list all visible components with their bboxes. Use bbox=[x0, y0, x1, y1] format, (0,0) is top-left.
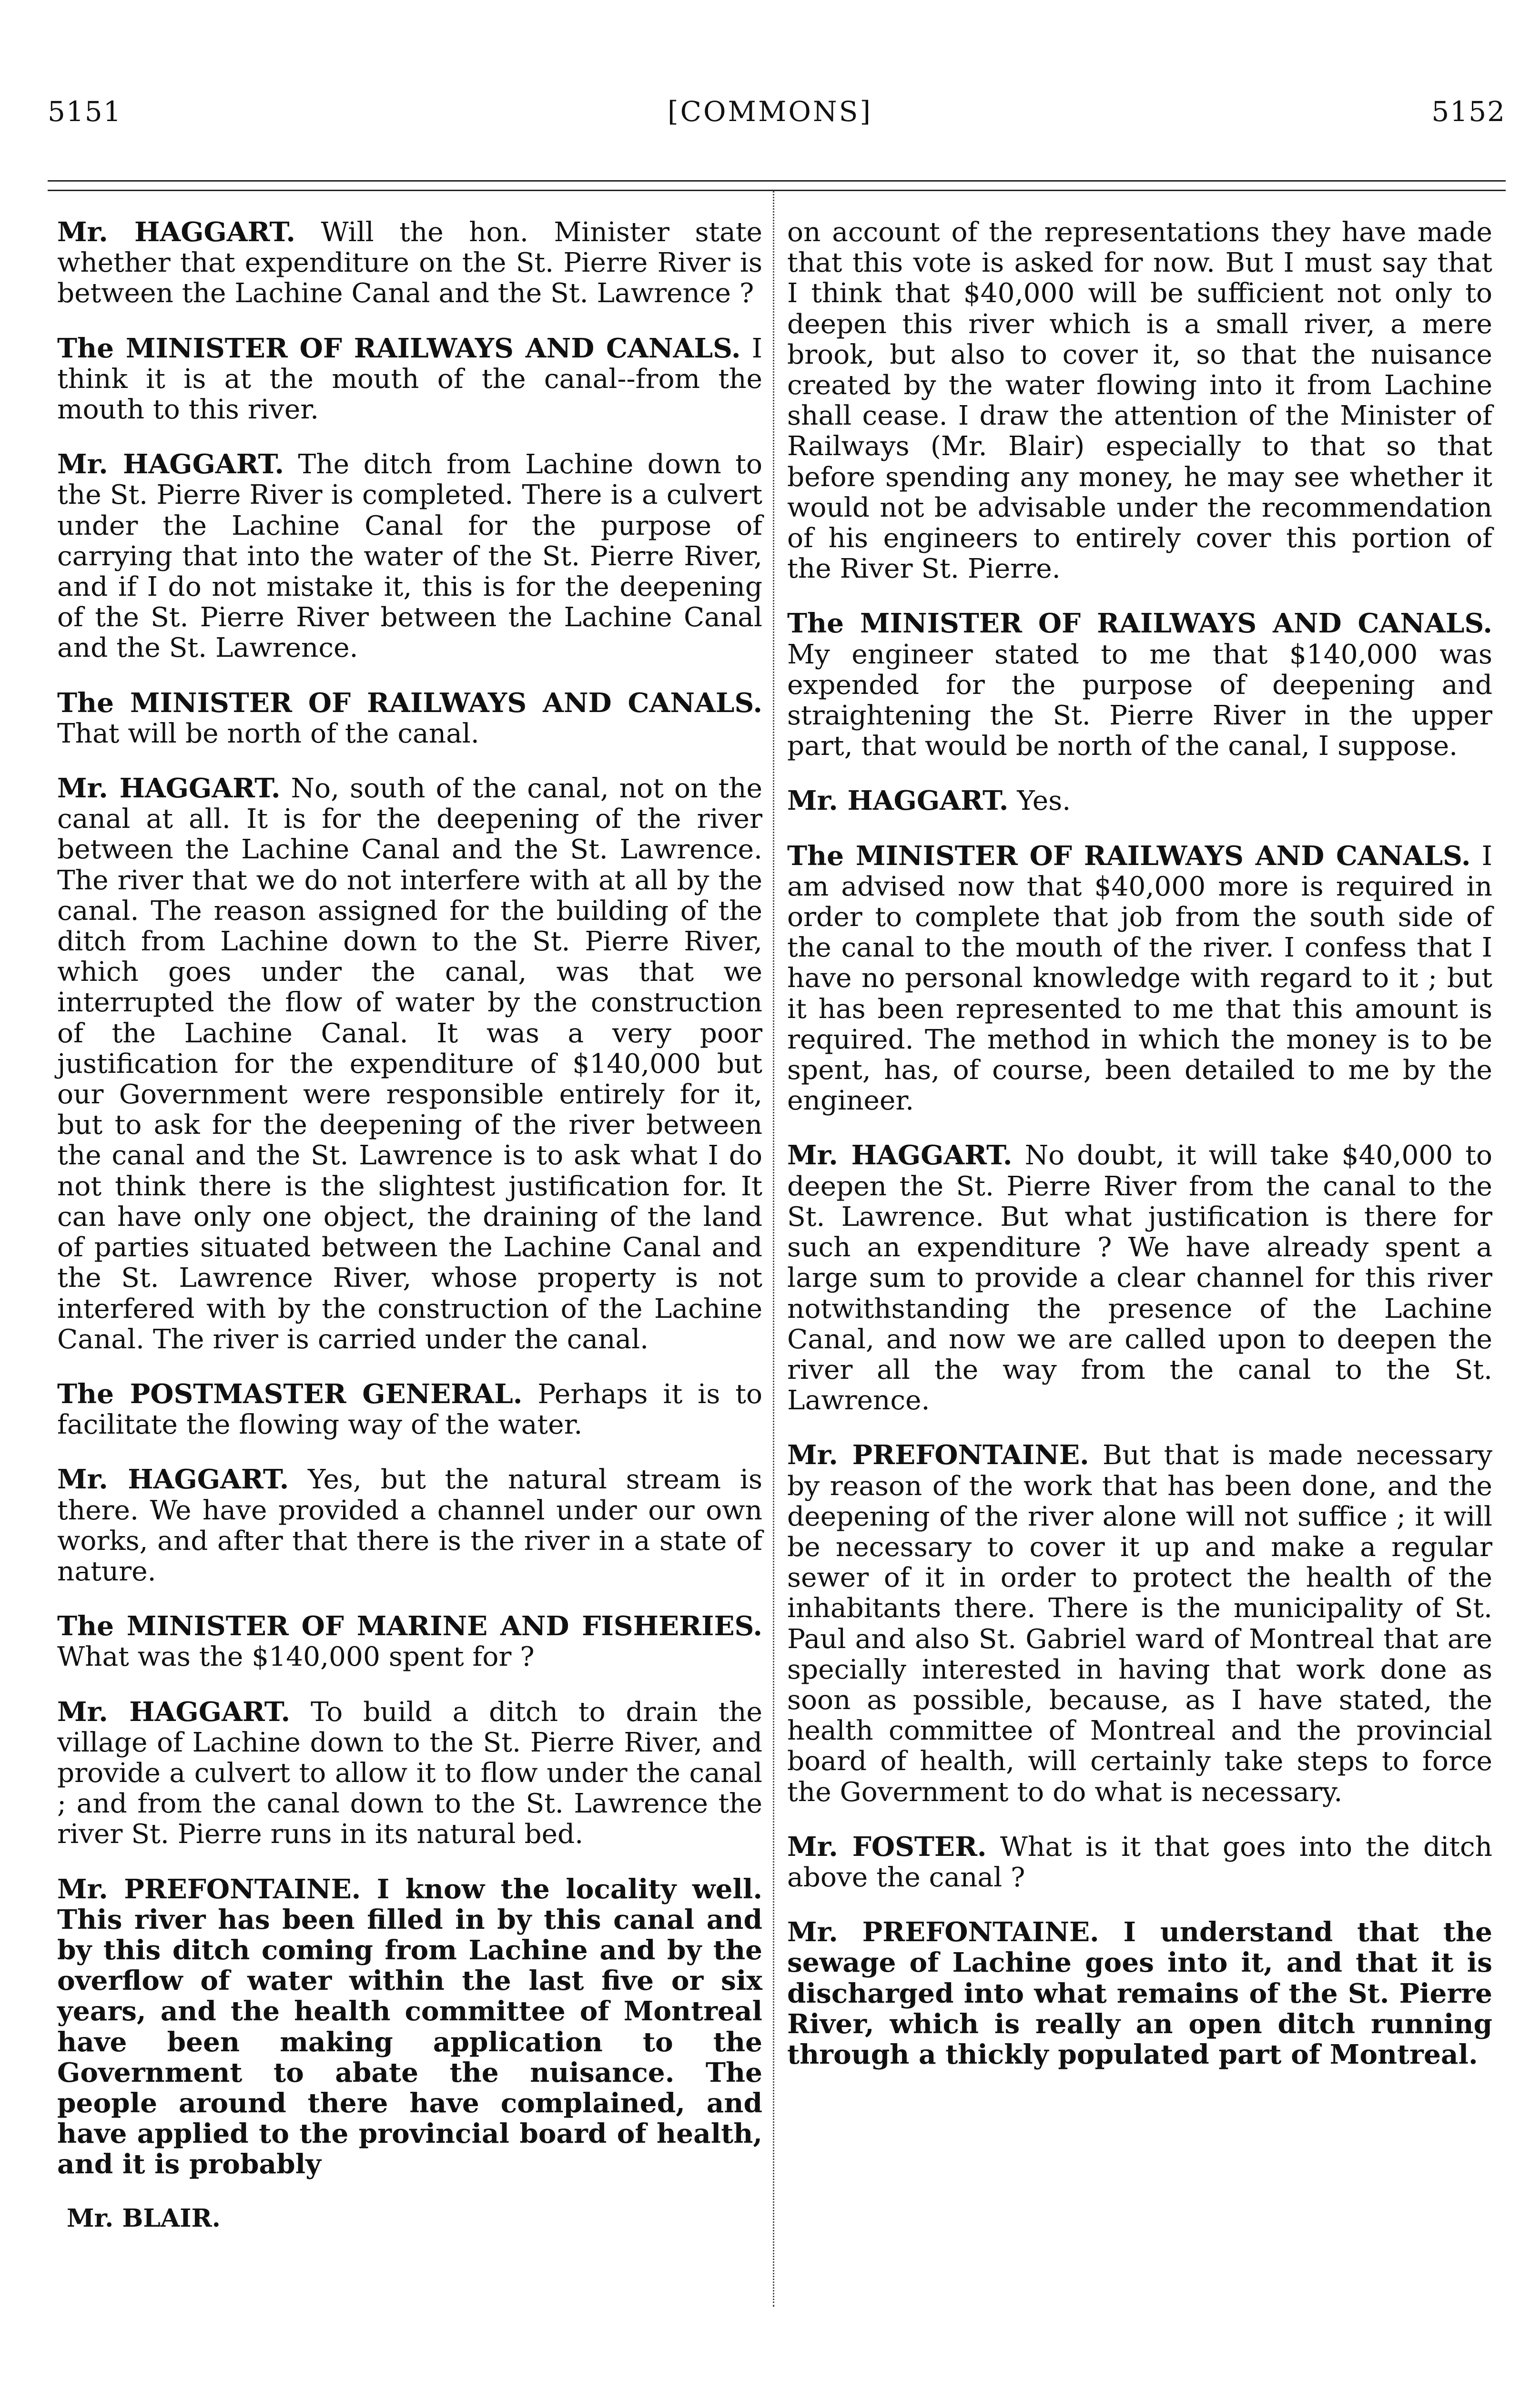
speaker-name: Mr. HAGGART. bbox=[57, 1464, 289, 1496]
speech-paragraph bbox=[787, 841, 1492, 1117]
header-rule bbox=[48, 180, 1506, 182]
speech-text: Yes, but the natural stream is there. We have provided a channel under our own works, and after that there is the river in a state of nature. bbox=[57, 1464, 762, 1587]
speaker-name: Mr. HAGGART. bbox=[57, 448, 284, 480]
speech-text: I am advised now that $40,000 more is required in order to complete that job from the south side of the canal to the mouth of the river. I confess that I have no personal knowledge with regard to it ; but it has been represented to me that this amount is required. The method in which the money is to be spent, has, of course, been detailed to me by the engineer. bbox=[787, 840, 1492, 1117]
speech-text: Yes. bbox=[1017, 785, 1071, 817]
speech-text: My engineer stated to me that $140,000 was expended for the purpose of deepening and straightening the St. Pierre River in the upper part, that would be north of the canal, I suppose. bbox=[787, 639, 1492, 762]
speech-text: That will be north of the canal. bbox=[57, 718, 479, 749]
speech-paragraph bbox=[787, 1917, 1492, 2070]
speaker-name: Mr. HAGGART. bbox=[787, 1140, 1013, 1171]
speech-paragraph bbox=[787, 217, 1492, 584]
speech-text: No doubt, it will take $40,000 to deepen the St. Pierre River from the canal to the St. Lawrence. But what justification is there for such an expenditure ? We have already spent a large sum to provide a clear channel for this river notwithstanding the presence of the Lachine Canal, and now we are called upon to deepen the river all the way from the canal to the St. Lawrence. bbox=[787, 1140, 1493, 1416]
speech-paragraph bbox=[787, 1140, 1492, 1416]
speech-text: Will the hon. Minister state whether that expenditure on the St. Pierre River is between the Lachine Canal and the St. Lawrence ? bbox=[57, 217, 762, 309]
speaker-name: Mr. FOSTER. bbox=[787, 1831, 987, 1863]
speaker-name: Mr. PREFONTAINE. bbox=[787, 1916, 1099, 1948]
speaker-name: Mr. HAGGART. bbox=[57, 773, 281, 805]
speech-paragraph bbox=[57, 773, 762, 1355]
speaker-name: Mr. HAGGART. bbox=[57, 1696, 291, 1728]
speech-paragraph bbox=[57, 1464, 762, 1587]
left-column bbox=[57, 217, 762, 2233]
column-divider bbox=[773, 191, 774, 2307]
speech-paragraph bbox=[57, 688, 762, 749]
speech-paragraph bbox=[57, 1697, 762, 1850]
speech-paragraph bbox=[787, 1832, 1492, 1893]
header-rule bbox=[48, 190, 1506, 191]
running-title: [COMMONS] bbox=[668, 95, 872, 128]
speech-text: But that is made necessary by reason of the work that has been done, and the deepening of the river alone will not suffice ; it will be necessary to cover it up and make a regular sewer of it in order to protect the health of the inhabitants there. There is the municipality of St. Paul and also St. Gabriel ward of Montreal that are specially interested in having that work done as soon as possible, because, as I have stated, the health committee of Montreal and the provincial board of health, will certainly take steps to force the Government to do what is necessary. bbox=[787, 1440, 1493, 1808]
speech-paragraph bbox=[57, 217, 762, 309]
speech-text: Perhaps it is to facilitate the flowing way of the water. bbox=[57, 1378, 762, 1441]
right-column bbox=[787, 217, 1492, 2094]
speech-paragraph bbox=[57, 449, 762, 663]
catchword: Mr. BLAIR. bbox=[67, 2203, 221, 2233]
speaker-name: The MINISTER OF RAILWAYS AND CANALS. bbox=[787, 840, 1471, 872]
page-number-right: 5152 bbox=[1431, 95, 1506, 128]
speech-paragraph bbox=[57, 1379, 762, 1440]
speech-paragraph bbox=[787, 608, 1492, 762]
page-number-left: 5151 bbox=[48, 95, 122, 128]
speech-paragraph bbox=[787, 1440, 1492, 1807]
speech-text: I understand that the sewage of Lachine goes into it, and that it is discharged into what remains of the St. Pierre River, which is really an open ditch running through a thickly populated part of Montreal. bbox=[787, 1916, 1492, 2070]
speaker-name: The MINISTER OF MARINE AND FISHERIES. bbox=[57, 1610, 762, 1642]
speech-text: What was the $140,000 spent for ? bbox=[57, 1641, 535, 1673]
speech-text: The ditch from Lachine down to the St. Pierre River is completed. There is a culvert under the Lachine Canal for the purpose of carrying that into the water of the St. Pierre River, and if I do not mistake it, this is for the deepening of the St. Pierre River between the Lachine Canal and the St. Lawrence. bbox=[57, 449, 762, 664]
speaker-name: Mr. HAGGART. bbox=[57, 216, 295, 248]
speech-paragraph bbox=[787, 785, 1492, 816]
speech-text: I know the locality well. This river has been filled in by this canal and by this ditch coming from Lachine and by the overflow of water within the last five or six years, and the health committee of Montreal have been making application to the Government to abate the nuisance. The people around there have complained, and have applied to the provincial board of health, and it is probably bbox=[57, 1873, 763, 2180]
speech-paragraph bbox=[57, 333, 762, 426]
speaker-name: Mr. PREFONTAINE. bbox=[57, 1873, 361, 1905]
speaker-name: The POSTMASTER GENERAL. bbox=[57, 1378, 523, 1410]
speaker-name: The MINISTER OF RAILWAYS AND CANALS. bbox=[787, 608, 1492, 640]
speaker-name: The MINISTER OF RAILWAYS AND CANALS. bbox=[57, 332, 741, 364]
speech-paragraph bbox=[57, 1874, 762, 2180]
speech-text: No, south of the canal, not on the canal at all. It is for the deepening of the river between the Lachine Canal and the St. Lawrence. The river that we do not interfere with at all by the canal. The reason assigned for the building of the ditch from Lachine down to the St. Pierre River, which goes under the canal, was that we interrupted the flow of water by the construction of the Lachine Canal. It was a very poor justification for the expenditure of $140,000 but our Government were responsible entirely for it, but to ask for the deepening of the river between the canal and the St. Lawrence is to ask what I do not think there is the slightest justification for. It can have only one object, the draining of the land of parties situated between the Lachine Canal and the St. Lawrence River, whose property is not interfered with by the construction of the Lachine Canal. The river is carried under the canal. bbox=[57, 773, 762, 1355]
speech-text: To build a ditch to drain the village of Lachine down to the St. Pierre River, and provide a culvert to allow it to flow under the canal ; and from the canal down to the St. Lawrence the river St. Pierre runs in its natural bed. bbox=[57, 1696, 762, 1850]
speaker-name: Mr. PREFONTAINE. bbox=[787, 1439, 1089, 1471]
speech-paragraph bbox=[57, 1611, 762, 1672]
speaker-name: The MINISTER OF RAILWAYS AND CANALS. bbox=[57, 687, 762, 719]
speech-text: I think it is at the mouth of the canal--from the mouth to this river. bbox=[57, 333, 762, 426]
speaker-name: Mr. HAGGART. bbox=[787, 785, 1009, 817]
speech-text: on account of the representations they have made that this vote is asked for now. But I must say that I think that $40,000 will be sufficient not only to deepen this river which is a small river, a mere brook, but also to cover it, so that the nuisance created by the water flowing into it from Lachine shall cease. I draw the attention of the Minister of Railways (Mr. Blair) especially to that so that before spending any money, he may see whether it would not be advisable under the recommendation of his engineers to entirely cover this portion of the River St. Pierre. bbox=[787, 217, 1492, 585]
speech-text: What is it that goes into the ditch above the canal ? bbox=[787, 1831, 1492, 1893]
